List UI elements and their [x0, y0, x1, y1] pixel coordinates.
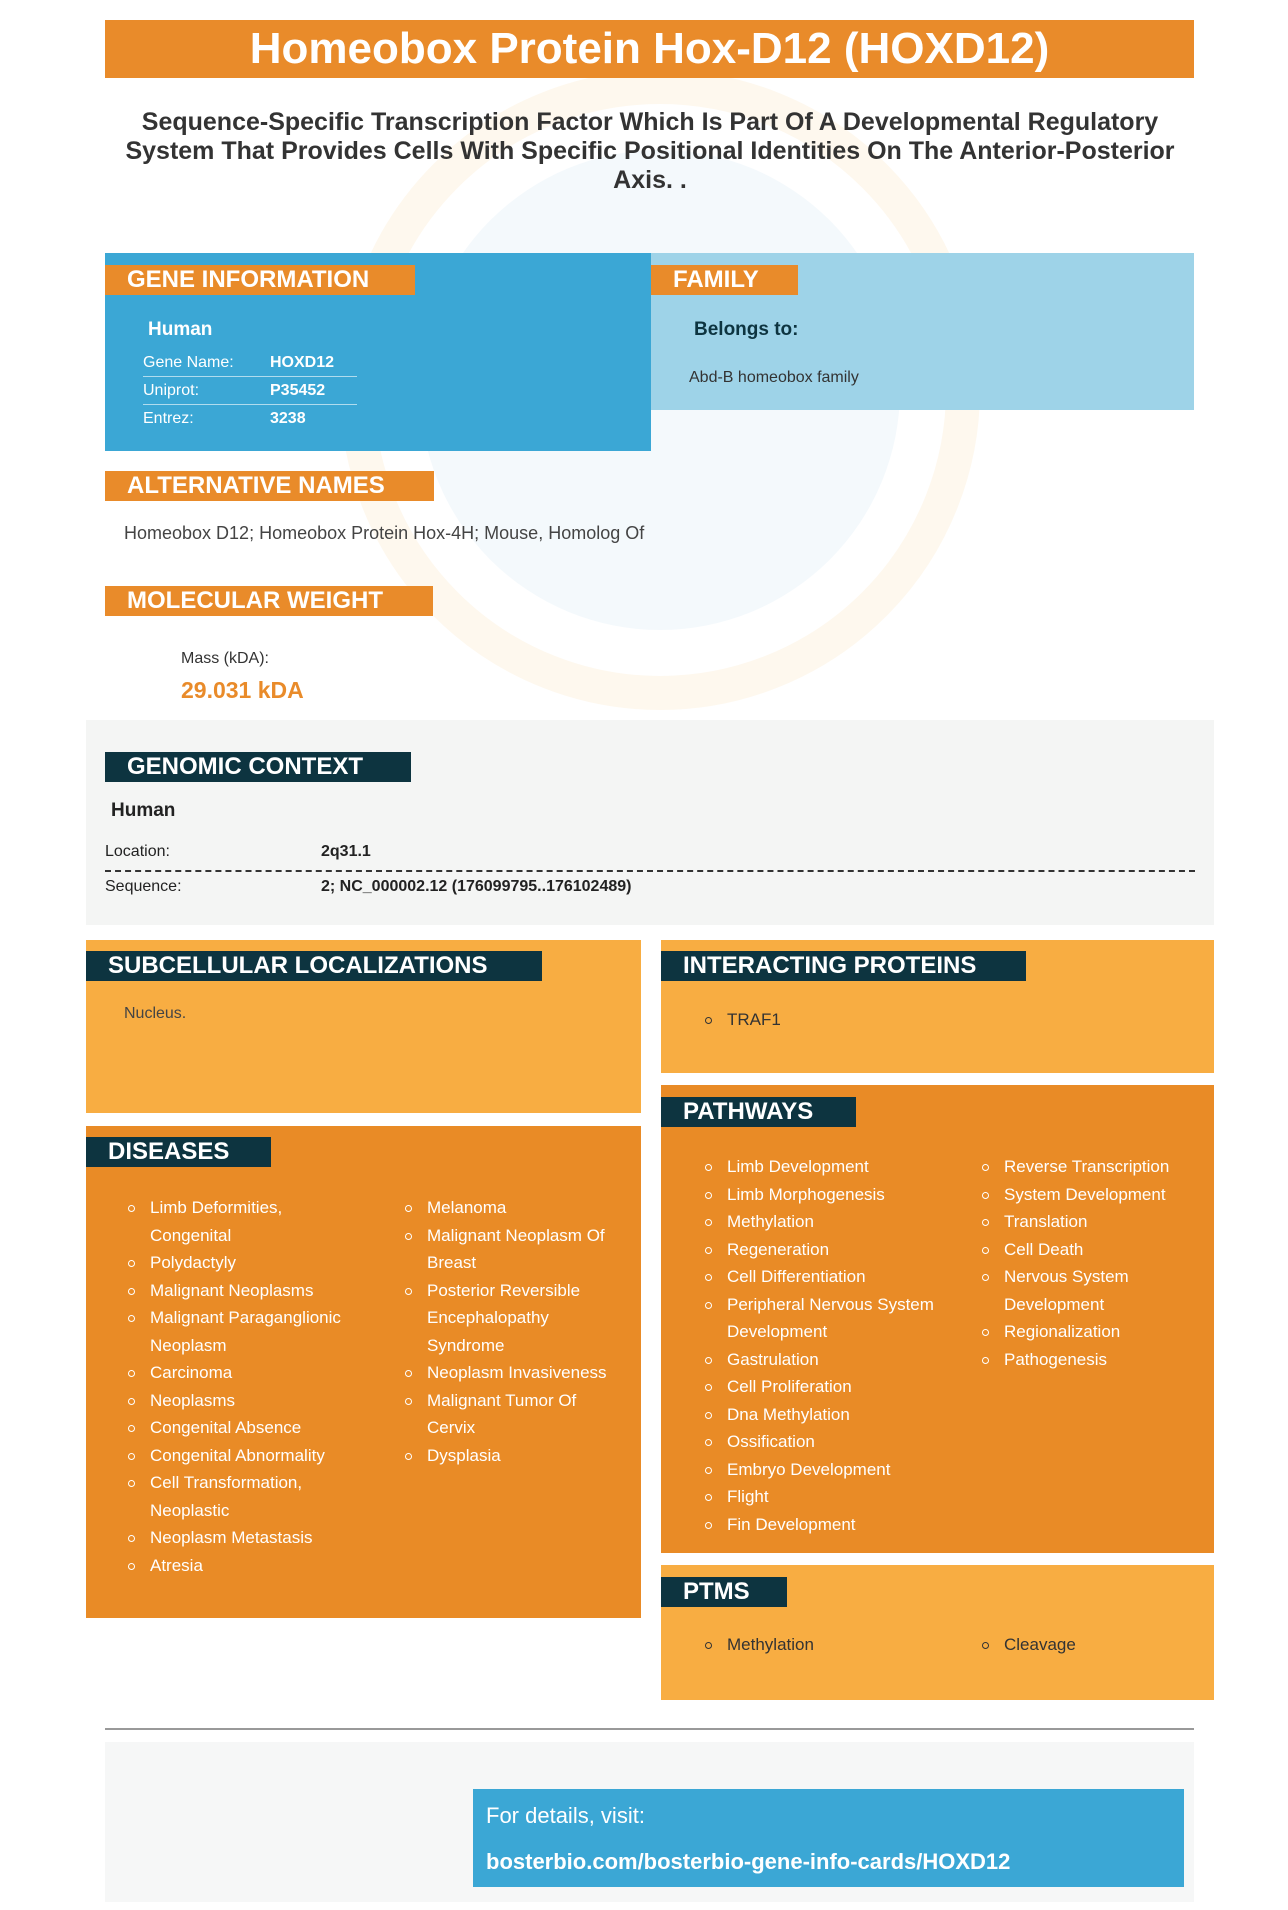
- list-item: Polydactyly: [126, 1249, 351, 1277]
- list-item: TRAF1: [703, 1006, 781, 1034]
- uniprot-row: [143, 377, 357, 405]
- ptms-heading: PTMS: [661, 1577, 787, 1607]
- list-item: Cleavage: [980, 1631, 1076, 1659]
- gene-information-panel: [105, 253, 651, 451]
- alternative-names-text: Homeobox D12; Homeobox Protein Hox-4H; Mouse, Homolog Of: [124, 523, 645, 543]
- diseases-list-col1: [126, 1194, 351, 1579]
- list-item: Cell Differentiation: [703, 1263, 938, 1291]
- pathways-list-col2: [980, 1153, 1205, 1373]
- mass-label: Mass (kDA):: [181, 650, 269, 667]
- list-item: Carcinoma: [126, 1359, 351, 1387]
- genomic-species: Human: [111, 800, 176, 821]
- uniprot-value: P35452: [270, 382, 326, 399]
- genomic-context-heading: GENOMIC CONTEXT: [105, 752, 411, 782]
- list-item: Limb Morphogenesis: [703, 1181, 938, 1209]
- genomic-context-panel: [86, 720, 1214, 925]
- list-item: Reverse Transcription: [980, 1153, 1205, 1181]
- list-item: Malignant Paraganglionic Neoplasm: [126, 1304, 351, 1359]
- list-item: Regeneration: [703, 1236, 938, 1264]
- list-item: Cell Death: [980, 1236, 1205, 1264]
- list-item: Neoplasm Metastasis: [126, 1524, 351, 1552]
- page-title: Homeobox Protein Hox-D12 (HOXD12): [105, 20, 1194, 78]
- interacting-proteins-heading: INTERACTING PROTEINS: [661, 951, 1026, 981]
- list-item: Dna Methylation: [703, 1401, 938, 1429]
- list-item: Posterior Reversible Encephalopathy Syndrome: [403, 1277, 623, 1360]
- footer-link[interactable]: bosterbio.com/bosterbio-gene-info-cards/HOXD12: [486, 1849, 1011, 1874]
- mass-value: 29.031 kDA: [181, 677, 304, 703]
- pathways-panel: [661, 1085, 1214, 1553]
- location-value: 2q31.1: [321, 843, 371, 860]
- location-row: [105, 840, 1195, 872]
- footer-details-box: [473, 1789, 1184, 1887]
- alternative-names-heading: ALTERNATIVE NAMES: [105, 471, 434, 501]
- molecular-weight-heading: MOLECULAR WEIGHT: [105, 586, 433, 616]
- list-item: Congenital Abnormality: [126, 1442, 351, 1470]
- list-item: Cell Proliferation: [703, 1373, 938, 1401]
- footer-label: For details, visit:: [486, 1803, 645, 1828]
- list-item: Dysplasia: [403, 1442, 623, 1470]
- list-item: Pathogenesis: [980, 1346, 1205, 1374]
- list-item: Translation: [980, 1208, 1205, 1236]
- list-item: Neoplasms: [126, 1387, 351, 1415]
- sequence-row: [105, 875, 1195, 905]
- interacting-proteins-panel: [661, 940, 1214, 1073]
- list-item: Limb Deformities, Congenital: [126, 1194, 351, 1249]
- list-item: Nervous System Development: [980, 1263, 1205, 1318]
- subcellular-panel: [86, 940, 641, 1113]
- uniprot-label: Uniprot:: [143, 382, 200, 399]
- entrez-label: Entrez:: [143, 410, 194, 427]
- pathways-heading: PATHWAYS: [661, 1097, 856, 1127]
- diseases-panel: [86, 1126, 641, 1618]
- ptms-panel: [661, 1565, 1214, 1700]
- sequence-label: Sequence:: [105, 878, 182, 895]
- list-item: Melanoma: [403, 1194, 623, 1222]
- subcellular-text: Nucleus.: [124, 1005, 187, 1022]
- page-subtitle: Sequence-Specific Transcription Factor Which Is Part Of A Developmental Regulatory System That Provides Cells With Specific Positional Identities On The Anterior-Posterior Axis. .: [125, 108, 1175, 194]
- belongs-to-label: Belongs to:: [694, 319, 799, 340]
- list-item: Cell Transformation, Neoplastic: [126, 1469, 351, 1524]
- diseases-heading: DISEASES: [86, 1137, 271, 1167]
- diseases-list-col2: [403, 1194, 623, 1469]
- family-value: Abd-B homeobox family: [689, 369, 859, 386]
- list-item: Embryo Development: [703, 1456, 938, 1484]
- gene-name-value: HOXD12: [270, 354, 335, 371]
- list-item: Peripheral Nervous System Development: [703, 1291, 938, 1346]
- list-item: Neoplasm Invasiveness: [403, 1359, 623, 1387]
- family-panel: [651, 253, 1194, 410]
- entrez-row: [143, 405, 357, 432]
- ptms-list-col2: [980, 1631, 1076, 1659]
- pathways-list-col1: [703, 1153, 938, 1538]
- list-item: Methylation: [703, 1631, 814, 1659]
- subcellular-heading: SUBCELLULAR LOCALIZATIONS: [86, 951, 542, 981]
- sequence-value: 2; NC_000002.12 (176099795..176102489): [321, 878, 632, 895]
- list-item: System Development: [980, 1181, 1205, 1209]
- entrez-value: 3238: [270, 410, 306, 427]
- interacting-proteins-list: [703, 1006, 781, 1034]
- list-item: Flight: [703, 1483, 938, 1511]
- list-item: Methylation: [703, 1208, 938, 1236]
- gene-name-row: [143, 349, 357, 377]
- gene-info-table: [143, 349, 357, 432]
- list-item: Gastrulation: [703, 1346, 938, 1374]
- gene-name-label: Gene Name:: [143, 354, 234, 371]
- list-item: Fin Development: [703, 1511, 938, 1539]
- list-item: Malignant Neoplasms: [126, 1277, 351, 1305]
- list-item: Malignant Neoplasm Of Breast: [403, 1222, 623, 1277]
- location-label: Location:: [105, 843, 170, 860]
- footer-divider: [105, 1728, 1194, 1730]
- ptms-list-col1: [703, 1631, 814, 1659]
- list-item: Limb Development: [703, 1153, 938, 1181]
- list-item: Atresia: [126, 1552, 351, 1580]
- gene-information-heading: GENE INFORMATION: [105, 265, 415, 295]
- list-item: Regionalization: [980, 1318, 1205, 1346]
- gene-species: Human: [148, 319, 213, 340]
- list-item: Malignant Tumor Of Cervix: [403, 1387, 623, 1442]
- list-item: Congenital Absence: [126, 1414, 351, 1442]
- family-heading: FAMILY: [651, 265, 798, 295]
- list-item: Ossification: [703, 1428, 938, 1456]
